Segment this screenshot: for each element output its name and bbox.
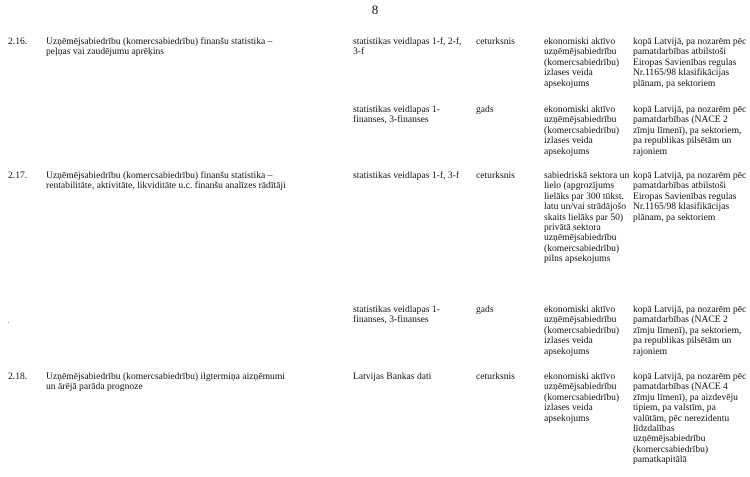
survey-population: ekonomiski aktīvo uzņēmējsabiedrību (komercsabiedrību) izlases veida apsekojums — [544, 36, 620, 89]
survey-population: ekonomiski aktīvo uzņēmējsabiedrību (komercsabiedrību) izlases veida apsekojums — [544, 104, 620, 157]
page-number: 8 — [371, 2, 379, 17]
scan-speck — [8, 322, 9, 323]
survey-population: ekonomiski aktīvo uzņēmējsabiedrību (komercsabiedrību) izlases veida apsekojums — [544, 371, 620, 424]
row-number: 2.18. — [8, 371, 28, 382]
indicator-name: Uzņēmējsabiedrību (komercsabiedrību) finanšu statistika – peļņas vai zaudējumu aprēķins — [46, 36, 273, 58]
data-source: Latvijas Bankas dati — [353, 371, 432, 382]
periodicity: ceturksnis — [476, 170, 515, 181]
data-source: statistikas veidlapas 1-finanses, 3-finanses — [353, 304, 440, 326]
indicator-name: Uzņēmējsabiedrību (komercsabiedrību) ilgtermiņa aizņēmumi un ārējā parāda prognoze — [46, 371, 285, 393]
row-number: 2.16. — [8, 36, 28, 47]
breakdown: kopā Latvijā, pa nozarēm pēc pamatdarbības (NACE 2 zīmju līmenī), pa sektoriem, pa republikas pilsētām un rajoniem — [633, 104, 747, 157]
data-source: statistikas veidlapas 1-finanses, 3-finanses — [353, 104, 440, 126]
periodicity: ceturksnis — [476, 36, 515, 47]
survey-population: ekonomiski aktīvo uzņēmējsabiedrību (komercsabiedrību) izlases veida apsekojums — [544, 304, 620, 357]
periodicity: gads — [476, 304, 494, 315]
breakdown: kopā Latvijā, pa nozarēm pēc pamatdarbības (NACE 4 zīmju līmenī), pa aizdevēju tipiem, pa valstīm, pa valūtām, pēc nerezidentu līdzdalības uzņēmējsabiedrību (komercsabiedrību) pamatkapitālā — [633, 371, 747, 466]
data-source: statistikas veidlapas 1-f, 3-f — [353, 170, 460, 181]
periodicity: gads — [476, 104, 494, 115]
breakdown: kopā Latvijā, pa nozarēm pēc pamatdarbības (NACE 2 zīmju līmenī), pa sektoriem, pa republikas pilsētām un rajoniem — [633, 304, 747, 357]
row-number: 2.17. — [8, 170, 28, 181]
breakdown: kopā Latvijā, pa nozarēm pēc pamatdarbības atbilstoši Eiropas Savienības regulas Nr.1165/98 klasifikācijas plānam, pa sektoriem — [633, 36, 747, 89]
survey-population: sabiedriskā sektora un lielo (apgrozījums lielāks par 300 tūkst. latu un/vai strādājošo skaits lielāks par 50) privātā sektora uzņēmējsabiedrību (komercsabiedrību) pilns apsekojums — [544, 170, 630, 265]
data-source: statistikas veidlapas 1-f, 2-f, 3-f — [353, 36, 462, 58]
breakdown: kopā Latvijā, pa nozarēm pēc pamatdarbības atbilstoši Eiropas Savienības regulas Nr.1165/98 klasifikācijas plānam, pa sektoriem — [633, 170, 747, 223]
periodicity: ceturksnis — [476, 371, 515, 382]
indicator-name: Uzņēmējsabiedrību (komercsabiedrību) finanšu statistika – rentabilitāte, aktivitāte, likviditāte u.c. finanšu analīzes rādītāji — [46, 170, 286, 192]
